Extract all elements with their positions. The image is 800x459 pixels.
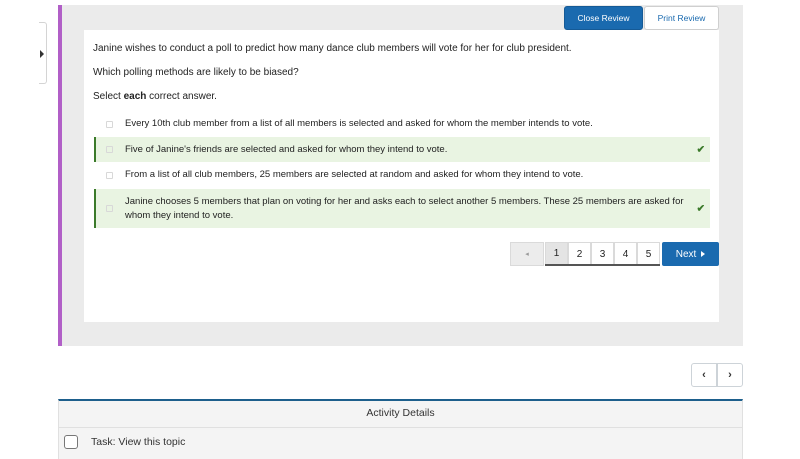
chevron-right-icon: ›	[728, 369, 732, 381]
next-button[interactable]	[662, 242, 719, 266]
instruction-prefix: Select	[93, 91, 124, 102]
page-button-2[interactable]: 2	[568, 242, 591, 266]
instruction-suffix: correct answer.	[146, 91, 217, 102]
close-review-button[interactable]: Close Review	[564, 6, 643, 30]
chevron-left-icon: ‹	[702, 369, 706, 381]
task-label: Task: View this topic	[91, 436, 186, 448]
answer-checkbox[interactable]	[106, 121, 113, 128]
answer-option-3[interactable]	[94, 165, 710, 185]
question-sub-prompt: Which polling methods are likely to be biased?	[93, 67, 299, 78]
answer-text: Five of Janine's friends are selected and asked for whom they intend to vote.	[125, 143, 448, 155]
answer-text: Every 10th club member from a list of all members is selected and asked for whom the member intends to vote.	[125, 118, 593, 129]
activity-details-title: Activity Details	[366, 407, 435, 419]
question-instruction	[93, 91, 217, 102]
answer-option-4[interactable]	[94, 189, 710, 228]
answer-option-1[interactable]	[94, 114, 710, 134]
answer-checkbox[interactable]	[106, 205, 113, 212]
sidebar-toggle[interactable]	[39, 22, 47, 84]
activity-details-panel	[58, 399, 743, 459]
correct-check-icon: ✔	[696, 203, 705, 214]
pager-prev-button[interactable]: ◂	[510, 242, 544, 266]
correct-check-icon: ✔	[696, 144, 705, 155]
page-button-4[interactable]: 4	[614, 242, 637, 266]
answer-checkbox[interactable]	[106, 172, 113, 179]
answer-text: From a list of all club members, 25 members are selected at random and asked for whom they intend to vote.	[125, 169, 584, 180]
page-button-1[interactable]: 1	[545, 242, 568, 266]
question-prompt: Janine wishes to conduct a poll to predict how many dance club members will vote for her for club president.	[93, 43, 572, 54]
pager-underline	[545, 264, 660, 266]
answer-text: Janine chooses 5 members that plan on voting for her and asks each to select another 5 members. These 25 members are asked for whom they intend to vote.	[125, 195, 684, 221]
previous-topic-button[interactable]	[691, 363, 717, 387]
task-item	[64, 435, 185, 449]
next-topic-button[interactable]	[717, 363, 743, 387]
instruction-bold: each	[123, 91, 147, 102]
task-checkbox[interactable]	[64, 435, 78, 449]
answer-option-2[interactable]	[94, 137, 710, 162]
print-review-button[interactable]: Print Review	[644, 6, 719, 30]
next-button-label: Next	[675, 248, 697, 260]
caret-right-icon	[40, 50, 44, 58]
answer-checkbox[interactable]	[106, 146, 113, 153]
divider	[59, 427, 742, 428]
page-button-5[interactable]: 5	[637, 242, 660, 266]
caret-right-icon	[701, 251, 705, 257]
page-button-3[interactable]: 3	[591, 242, 614, 266]
